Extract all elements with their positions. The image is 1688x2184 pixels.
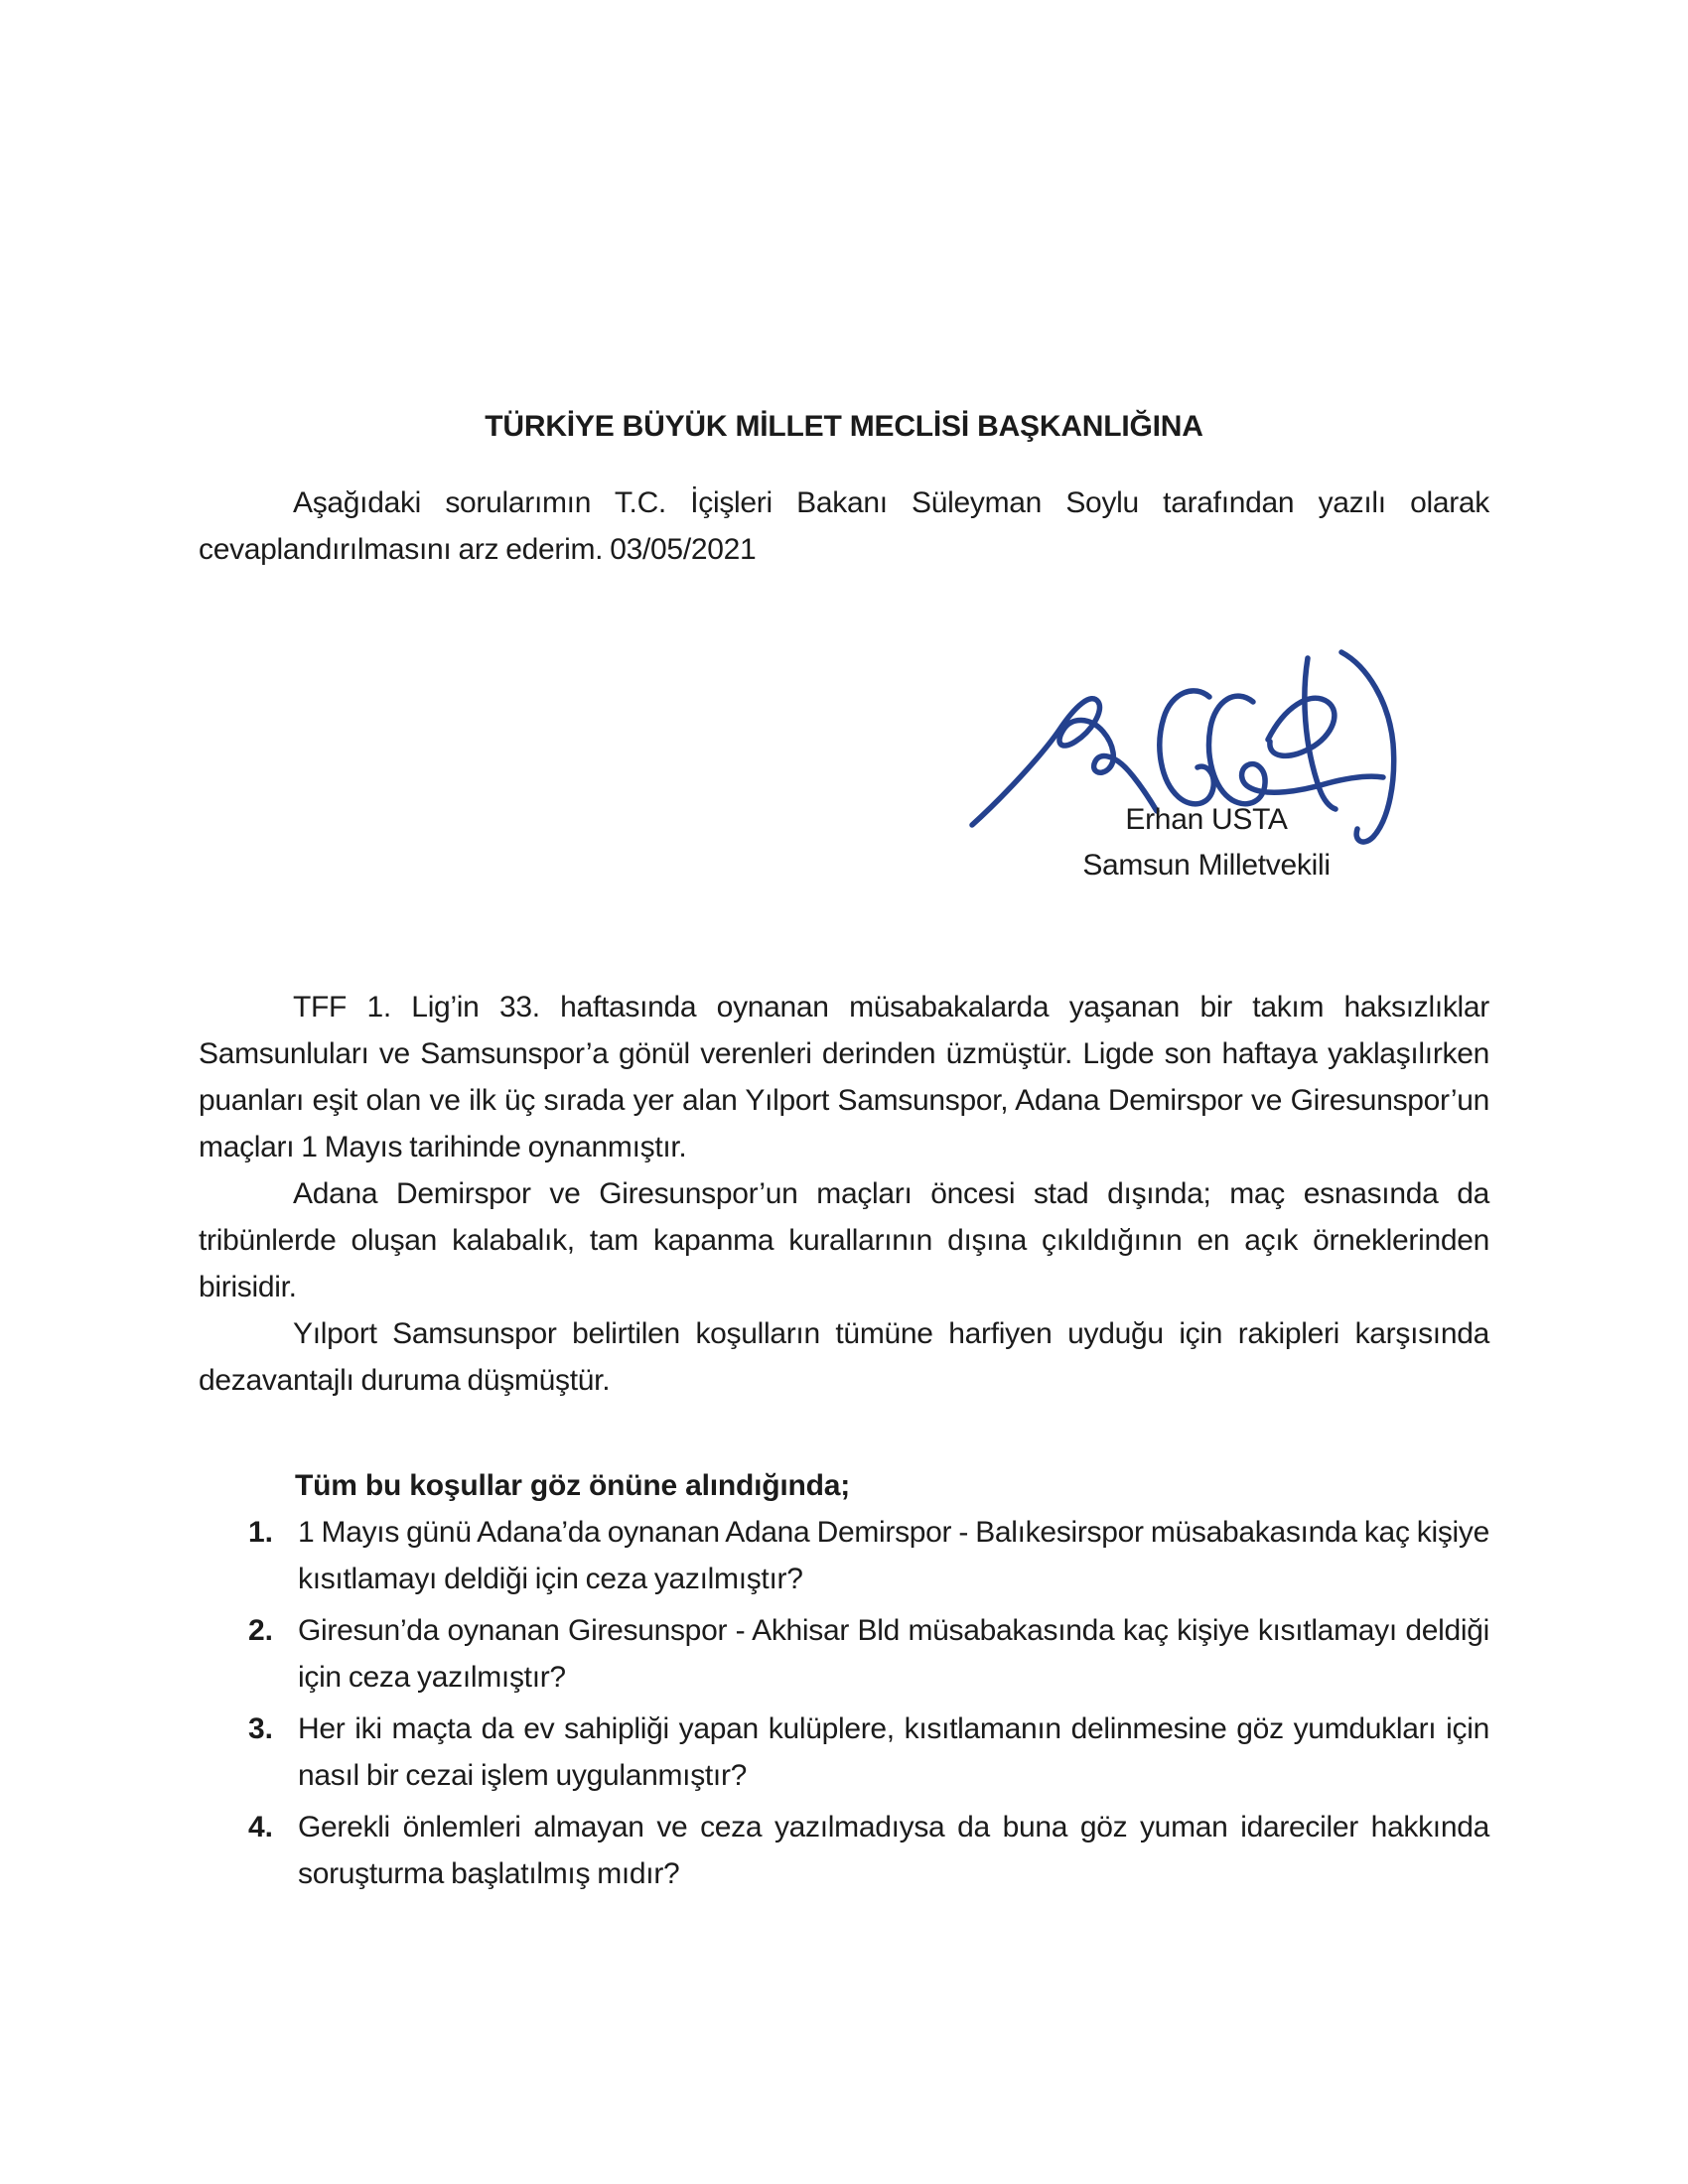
question-text-4: Gerekli önlemleri almayan ve ceza yazılmadıysa da buna göz yuman idareciler hakkında soruşturma başlatılmış mıdır? bbox=[298, 1811, 1489, 1890]
question-text-2: Giresun’da oynanan Giresunspor - Akhisar Bld müsabakasında kaç kişiye kısıtlamayı deldiği için ceza yazılmıştır? bbox=[298, 1614, 1489, 1694]
body-paragraph-1: TFF 1. Lig’in 33. haftasında oynanan müsabakalarda yaşanan bir takım haksızlıklar Samsunluları ve Samsunspor’a gönül verenleri derinden üzmüştür. Ligde son haftaya yaklaşılırken puanları eşit olan ve ilk üç sırada yer alan Yılport Samsunspor, Adana Demirspor ve Giresunspor’un maçları 1 Mayıs tarihinde oynanmıştır. bbox=[199, 991, 1489, 1163]
salutation-paragraph: Aşağıdaki sorularımın T.C. İçişleri Bakanı Süleyman Soylu tarafından yazılı olarak cevaplandırılmasını arz ederim. 03/05/2021 bbox=[199, 486, 1489, 566]
question-number-4: 4. bbox=[248, 1811, 274, 1843]
question-item-2 bbox=[199, 1607, 1489, 1701]
body-paragraph-2: Adana Demirspor ve Giresunspor’un maçları öncesi stad dışında; maç esnasında da tribünlerde oluşan kalabalık, tam kapanma kurallarının dışına çıkıldığının en açık örneklerinden birisidir. bbox=[199, 1177, 1489, 1303]
document-title: TÜRKİYE BÜYÜK MİLLET MECLİSİ BAŞKANLIĞINA bbox=[485, 410, 1203, 443]
body-paragraph-3: Yılport Samsunspor belirtilen koşulların tümüne harfiyen uyduğu için rakipleri karşısında dezavantajlı duruma düşmüştür. bbox=[199, 1317, 1489, 1397]
signature-name: Erhan USTA bbox=[1125, 803, 1288, 836]
question-number-2: 2. bbox=[248, 1614, 274, 1647]
document-content bbox=[199, 0, 1489, 1902]
signature-block bbox=[1023, 797, 1390, 888]
question-number-1: 1. bbox=[248, 1516, 274, 1549]
question-item-3 bbox=[199, 1706, 1489, 1799]
question-item-4 bbox=[199, 1804, 1489, 1897]
question-item-1 bbox=[199, 1509, 1489, 1602]
question-number-3: 3. bbox=[248, 1712, 274, 1745]
questions-heading: Tüm bu koşullar göz önüne alındığında; bbox=[295, 1469, 851, 1502]
questions-list bbox=[199, 1509, 1489, 1897]
question-text-1: 1 Mayıs günü Adana’da oynanan Adana Demirspor - Balıkesirspor müsabakasında kaç kişiye kısıtlamayı deldiği için ceza yazılmıştır? bbox=[298, 1516, 1489, 1595]
document-body bbox=[199, 984, 1489, 1897]
signature-role: Samsun Milletvekili bbox=[1082, 849, 1331, 882]
question-text-3: Her iki maçta da ev sahipliği yapan kulüplere, kısıtlamanın delinmesine göz yumdukları için nasıl bir cezai işlem uygulanmıştır? bbox=[298, 1712, 1489, 1792]
